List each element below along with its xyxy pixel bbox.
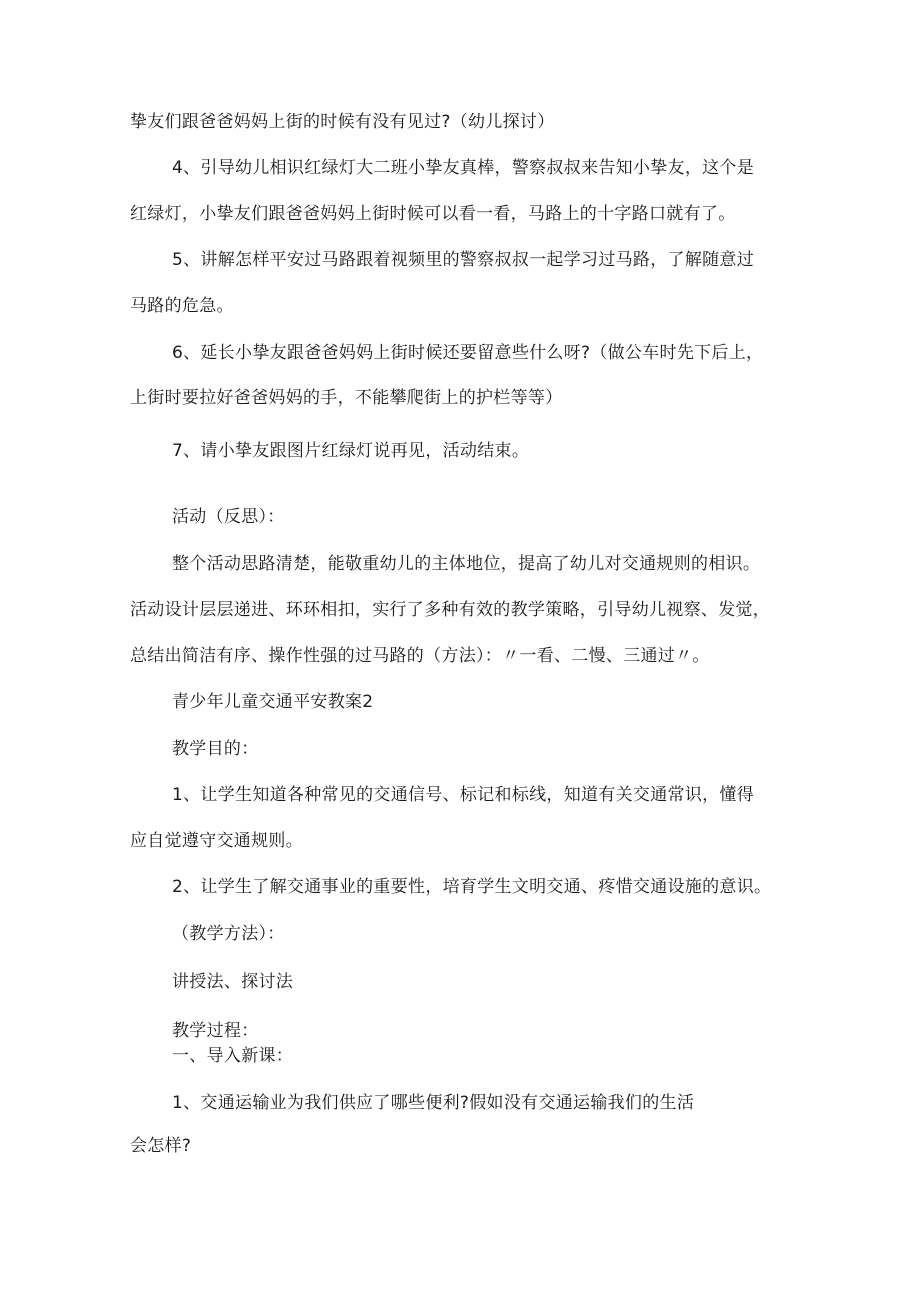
text-line: 2、让学生了解交通事业的重要性，培育学生文明交通、疼惜交通设施的意识。 [172,877,772,897]
text-line: 整个活动思路清楚，能敬重幼儿的主体地位，提高了幼儿对交通规则的相识。 [172,554,761,574]
text-line: 5、讲解怎样平安过马路跟着视频里的警察叔叔一起学习过马路，了解随意过 [172,250,755,270]
text-line: 上街时要拉好爸爸妈妈的手，不能攀爬街上的护栏等等） [130,388,563,408]
section-heading: （教学方法）： [172,924,285,944]
section-heading: 教学过程： [172,1021,259,1041]
text-line: 4、引导幼儿相识红绿灯大二班小挚友真棒，警察叔叔来告知小挚友，这个是 [172,158,755,178]
text-line: 总结出简洁有序、操作性强的过马路的（方法）：〃一看、二慢、三通过〃。 [130,646,710,666]
text-line: 会怎样? [130,1136,192,1156]
text-line: 7、请小挚友跟图片红绿灯说再见，活动结束。 [172,441,530,461]
section-heading: 活动（反思）： [172,507,285,527]
text-line: 红绿灯，小挚友们跟爸爸妈妈上街时候可以看一看，马路上的十字路口就有了。 [130,204,736,224]
text-line: 马路的危急。 [130,296,234,316]
text-line: 1、让学生知道各种常见的交通信号、标记和标线，知道有关交通常识，懂得 [172,785,755,805]
section-heading: 青少年儿童交通平安教案2 [172,692,374,712]
text-line: 挚友们跟爸爸妈妈上街的时候有没有见过?（幼儿探讨） [130,112,555,132]
section-heading: 一、导入新课： [172,1046,294,1066]
text-line: 活动设计层层递进、环环相扣，实行了多种有效的教学策略，引导幼儿视察、发觉， [130,600,771,620]
text-line: 6、延长小挚友跟爸爸妈妈上街时候还要留意些什么呀?（做公车时先下后上， [172,343,764,363]
text-line: 应自觉遵守交通规则。 [130,831,303,851]
text-line: 讲授法、探讨法 [172,972,294,992]
text-line: 1、交通运输业为我们供应了哪些便利?假如没有交通运输我们的生活 [172,1093,695,1113]
section-heading: 教学目的： [172,739,259,759]
